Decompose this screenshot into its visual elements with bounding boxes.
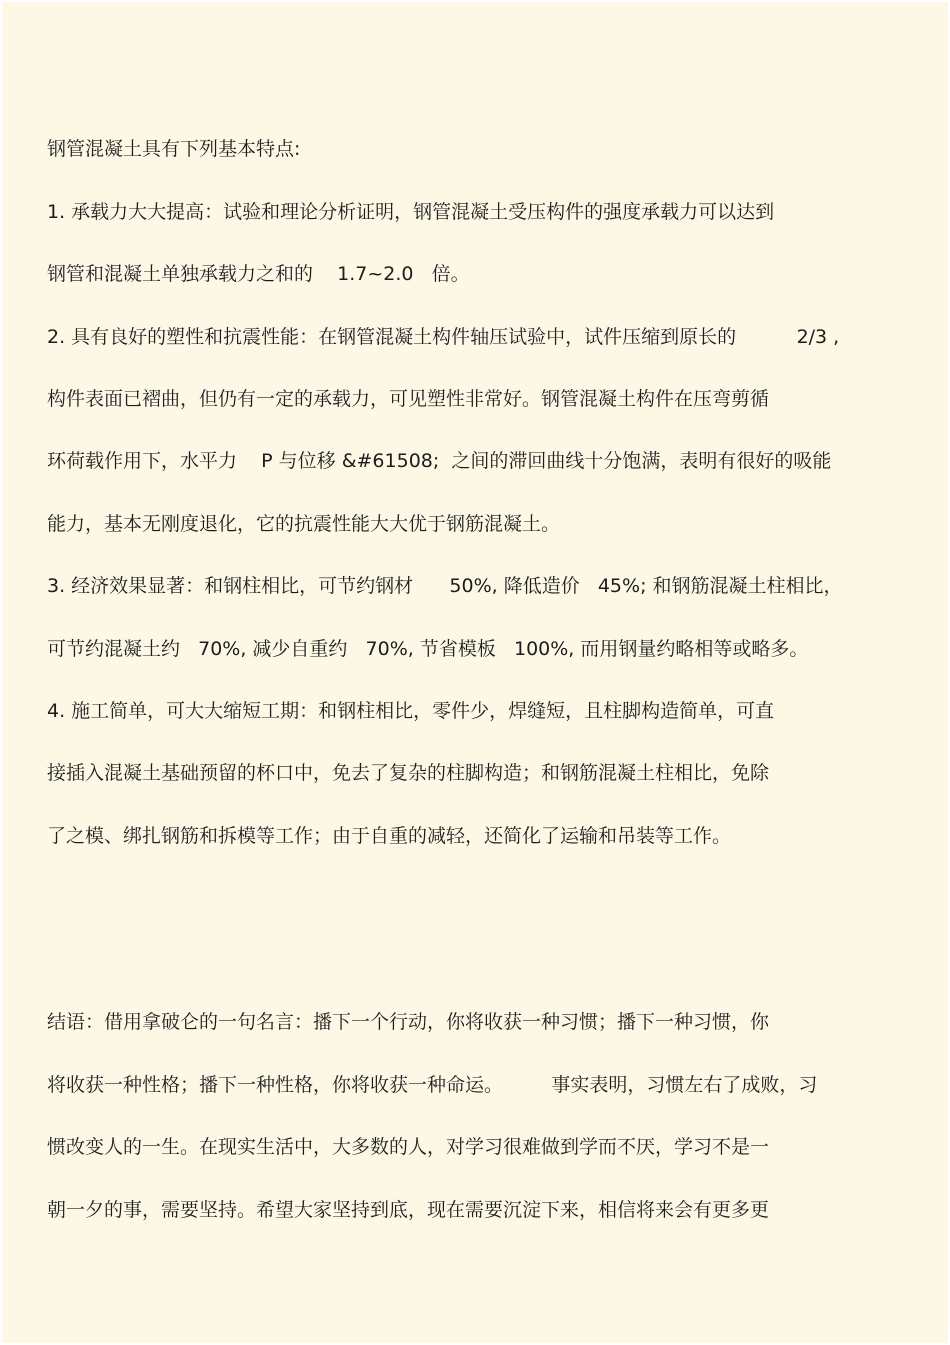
conclusion-line3: 惯改变人的一生。在现实生活中，大多数的人，对学习很难做到学而不厌，学习不是一 (47, 1136, 770, 1158)
item3-line1: 3. 经济效果显著：和钢柱相比，可节约钢材 50%, 降低造价 45%; 和钢筋混凝土柱相比， (47, 575, 843, 597)
conclusion-line1: 结语：借用拿破仑的一句名言：播下一个行动，你将收获一种习惯；播下一种习惯，你 (47, 1011, 770, 1033)
item4-line1: 4. 施工简单，可大大缩短工期：和钢柱相比，零件少，焊缝短，且柱脚构造简单，可直 (47, 700, 775, 722)
item4-line3: 了之模、绑扎钢筋和拆模等工作；由于自重的减轻，还简化了运输和吊装等工作。 (47, 825, 732, 847)
section-heading: 钢管混凝土具有下列基本特点: (47, 138, 301, 160)
item4-line2: 接插入混凝土基础预留的杯口中，免去了复杂的柱脚构造；和钢筋混凝土柱相比，免除 (47, 762, 770, 784)
conclusion-line4: 朝一夕的事，需要坚持。希望大家坚持到底，现在需要沉淀下来，相信将来会有更多更 (47, 1199, 770, 1221)
document-page (2, 2, 948, 1343)
item3-line2: 可节约混凝土约 70%, 减少自重约 70%, 节省模板 100%, 而用钢量约略相等或略多。 (47, 638, 809, 660)
item1-line2: 钢管和混凝土单独承载力之和的 1.7~2.0 倍。 (47, 263, 470, 285)
conclusion-line2: 将收获一种性格；播下一种性格，你将收获一种命运。 事实表明，习惯左右了成败，习 (47, 1074, 818, 1096)
item2-line2: 构件表面已褶曲，但仍有一定的承载力，可见塑性非常好。钢管混凝土构件在压弯剪循 (47, 388, 770, 410)
item2-line3: 环荷载作用下，水平力 P 与位移 &#61508; 之间的滞回曲线十分饱满，表明有很好的吸能 (47, 450, 832, 472)
item2-line4: 能力，基本无刚度退化，它的抗震性能大大优于钢筋混凝土。 (47, 513, 561, 535)
item1-line1: 1. 承载力大大提高：试验和理论分析证明，钢管混凝土受压构件的强度承载力可以达到 (47, 201, 775, 223)
item2-line1: 2. 具有良好的塑性和抗震性能：在钢管混凝土构件轴压试验中，试件压缩到原长的 2/3 , (47, 326, 840, 348)
